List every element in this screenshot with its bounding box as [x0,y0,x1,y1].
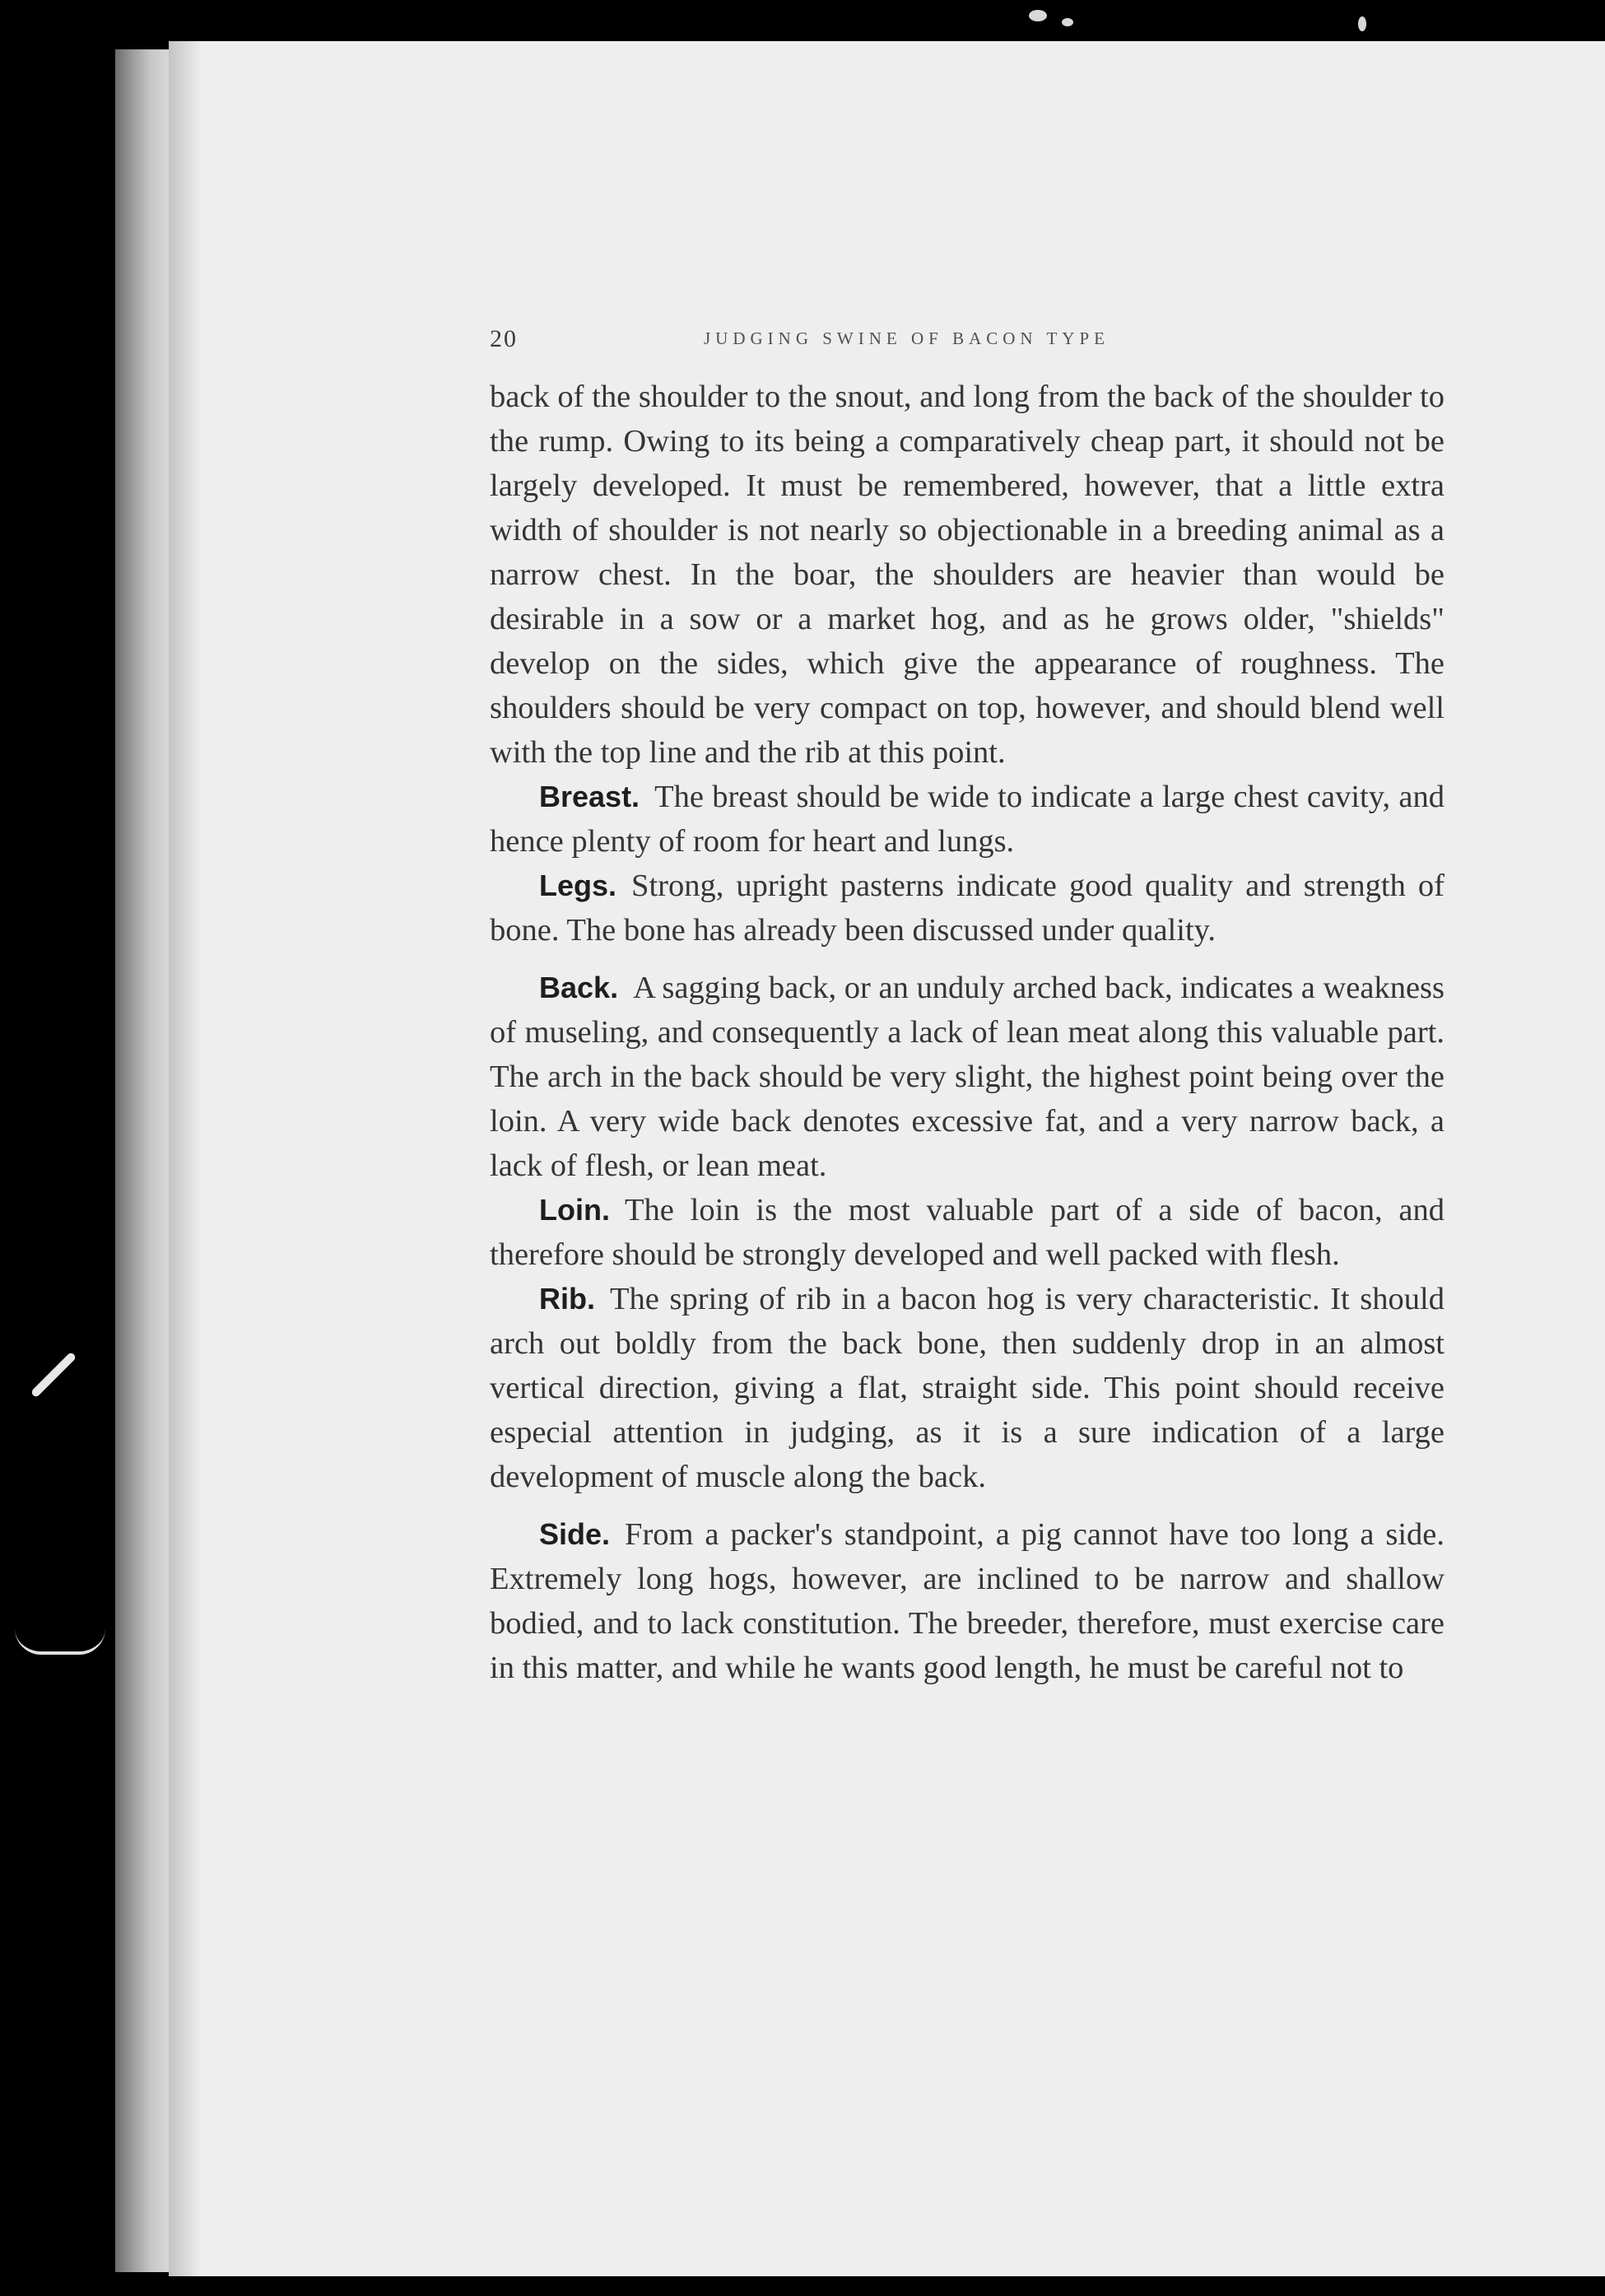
scan-speck [1062,18,1073,26]
run-in-heading: Loin. [539,1193,610,1227]
gutter-shadow [169,41,202,2276]
paragraph-side [490,1512,1444,1690]
paragraph-text: The loin is the most valuable part of a side of bacon, and therefore should be strongly developed and well packed with flesh. [490,1193,1444,1272]
paragraph-legs [490,864,1444,952]
scan-speck [1358,16,1366,31]
paragraph-text: The breast should be wide to indicate a large chest cavity, and hence plenty of room for heart and lungs. [490,780,1444,859]
run-in-heading: Rib. [539,1282,595,1316]
paragraph-text: The spring of rib in a bacon hog is very characteristic. It should arch out boldly from the back bone, then suddenly drop in an almost vertical direction, giving a flat, straight side. This point should receive especial attention in judging, as it is a sure indication of a large development of muscle along the back. [490,1282,1444,1494]
scan-speck [1029,10,1047,21]
running-head: JUDGING SWINE OF BACON TYPE [704,328,1110,348]
run-in-heading: Back. [539,971,619,1004]
paragraph-text: Strong, upright pasterns indicate good quality and strength of bone. The bone has already been discussed under quality. [490,869,1444,948]
body-text [490,375,1444,1690]
page-number: 20 [490,325,518,352]
paragraph-breast [490,775,1444,864]
paragraph-shoulder [490,375,1444,775]
run-in-heading: Legs. [539,869,617,902]
margin-tick-mark [30,1352,77,1399]
paragraph-text: From a packer's standpoint, a pig cannot have too long a side. Extremely long hogs, however, are inclined to be narrow and shallow bodied, and to lack constitution. The breeder, therefore, must exercise care in this matter, and while he wants good length, he must be careful not to [490,1517,1444,1685]
paragraph-rib [490,1277,1444,1499]
margin-swoosh-mark [15,1628,105,1655]
paragraph-back [490,966,1444,1188]
paragraph-loin [490,1188,1444,1277]
paragraph-text: back of the shoulder to the snout, and long from the back of the shoulder to the rump. Owing to its being a comparatively cheap part, it should not be largely developed. It must be remembered, however, that a little extra width of shoulder is not nearly so objectionable in a breeding animal as a narrow chest. In the boar, the shoulders are heavier than would be desirable in a sow or a market hog, and as he grows older, "shields" develop on the sides, which give the appearance of roughness. The shoulders should be very compact on top, however, and should blend well with the top line and the rib at this point. [490,380,1444,770]
run-in-heading: Breast. [539,780,640,813]
run-in-heading: Side. [539,1517,611,1551]
paragraph-text: A sagging back, or an unduly arched back, indicates a weakness of museling, and consequently a lack of lean meat along this valuable part. The arch in the back should be very slight, the highest point being over the loin. A very wide back denotes excessive fat, and a very narrow back, a lack of flesh, or lean meat. [490,971,1444,1183]
page-header [490,325,1444,358]
